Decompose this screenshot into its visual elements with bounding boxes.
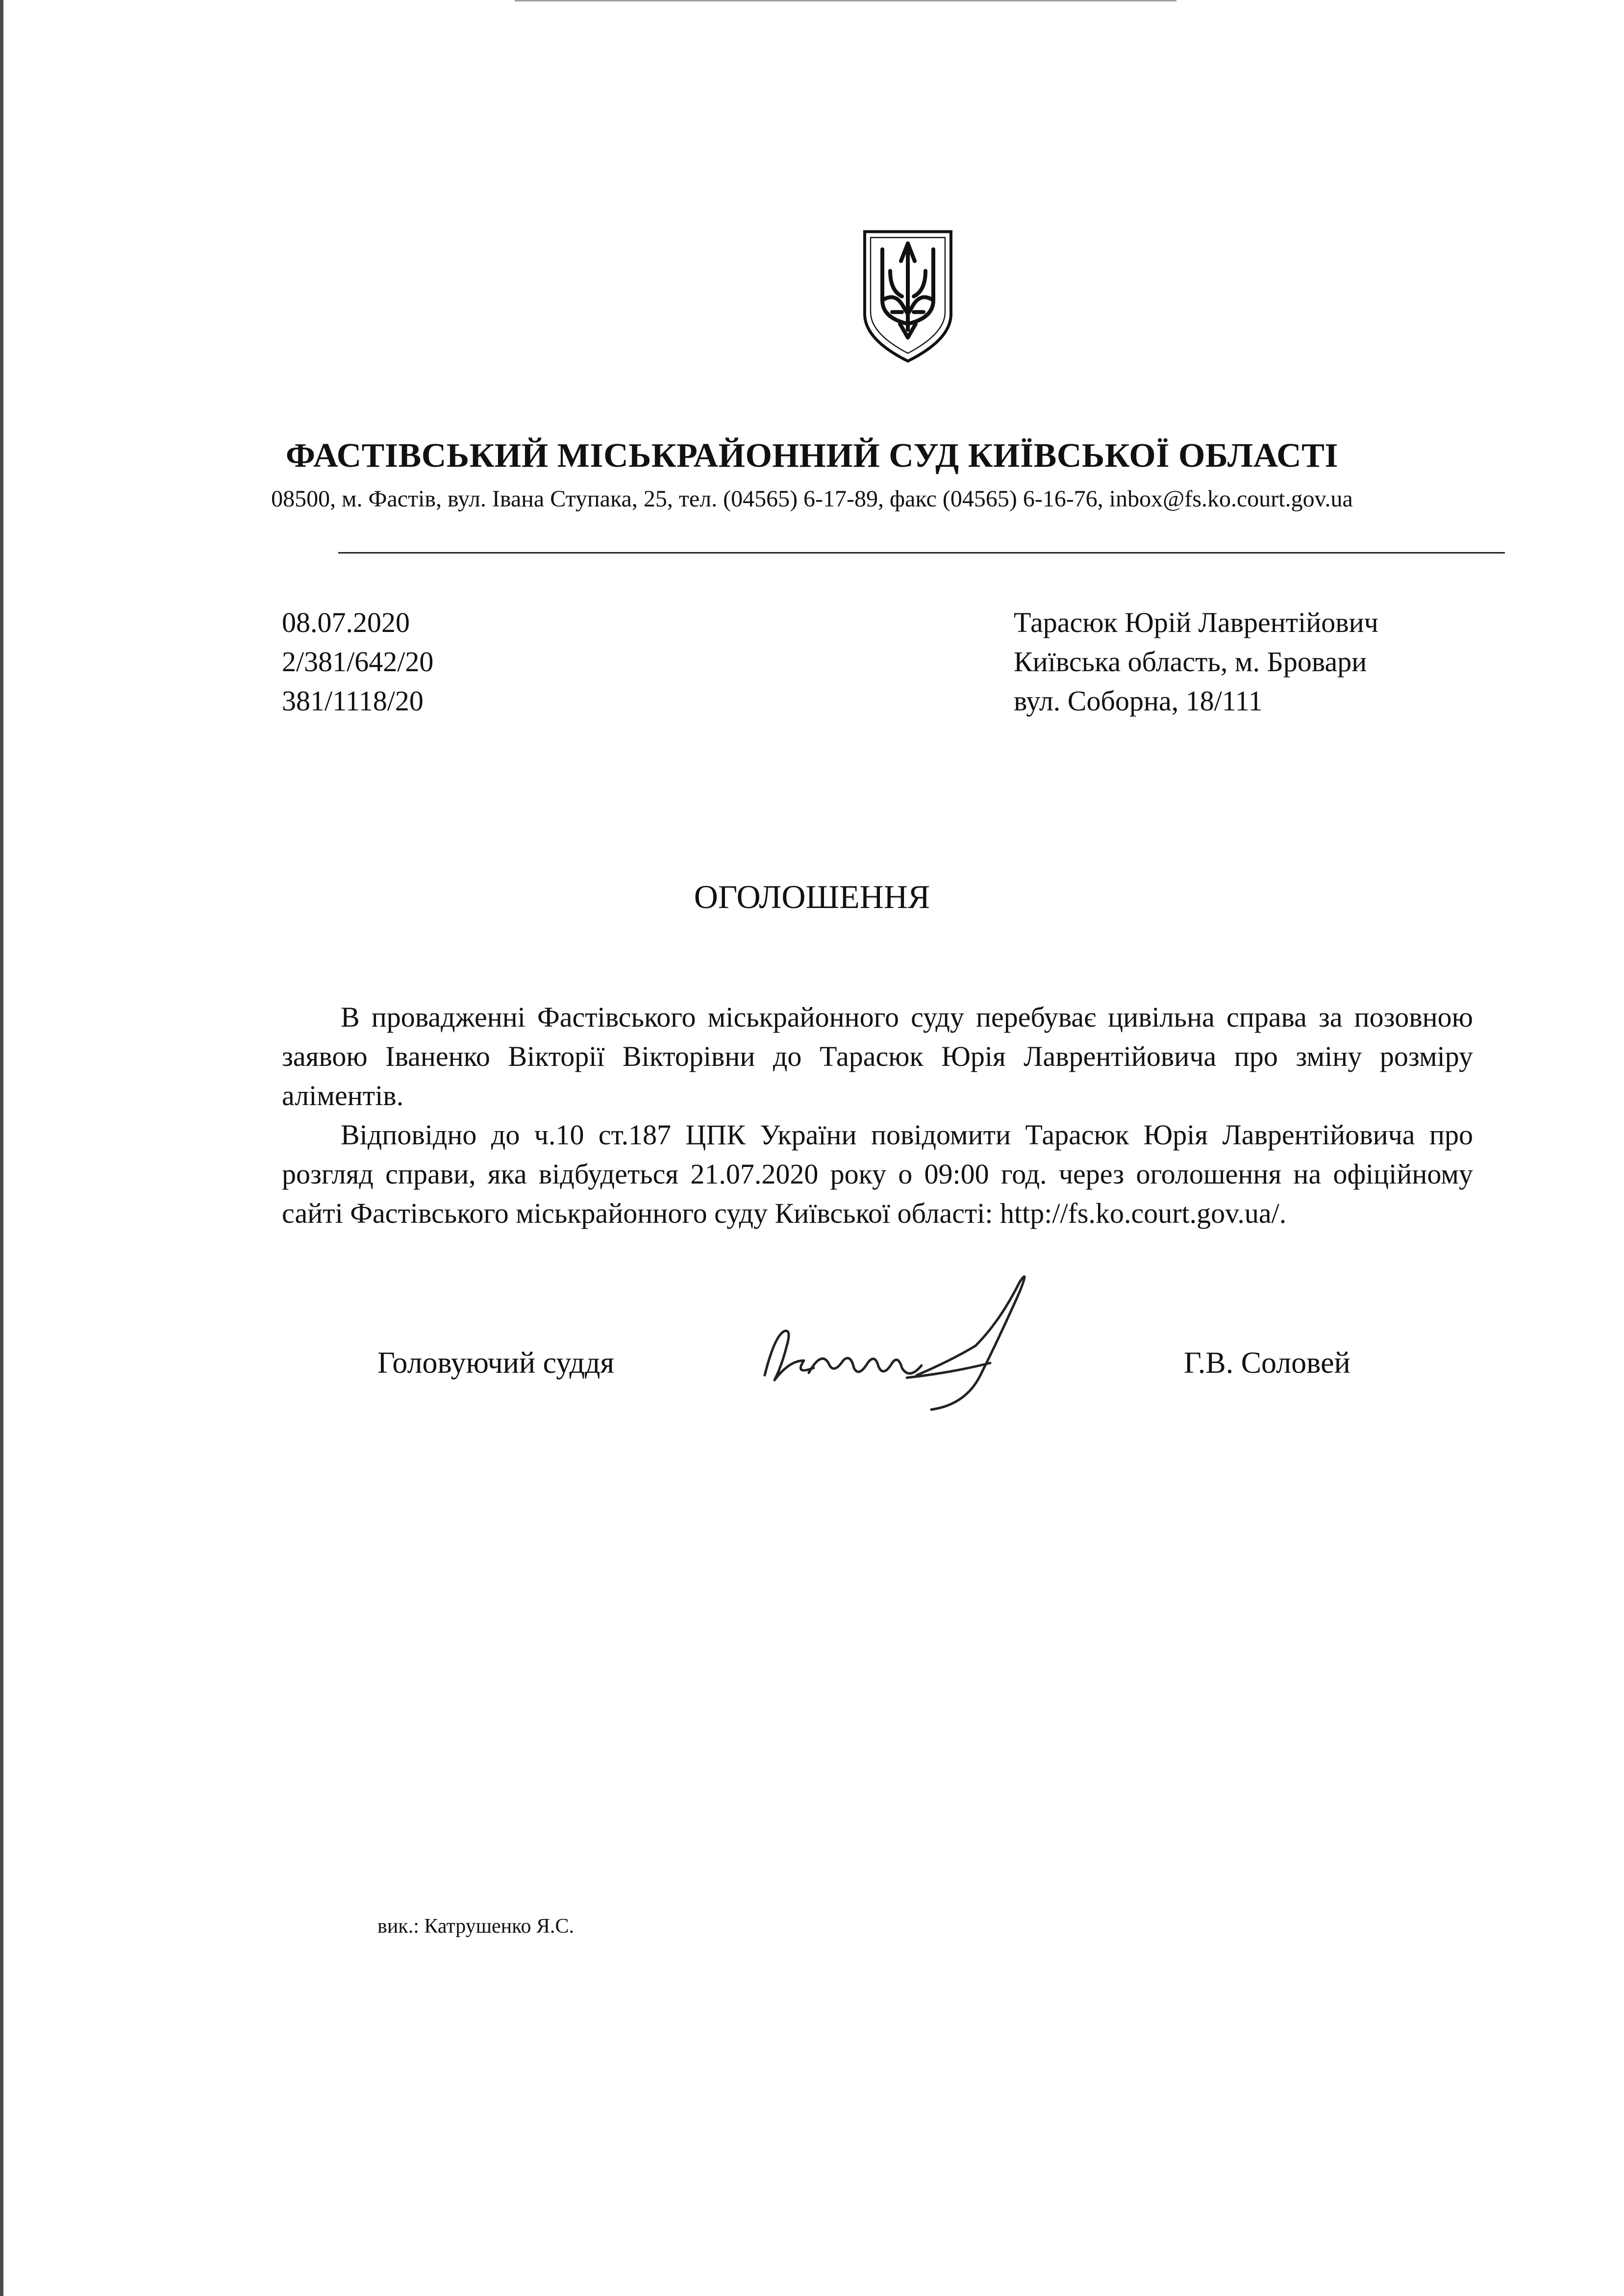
body-paragraph: Відповідно до ч.10 ст.187 ЦПК України повідомити Тарасюк Юрія Лаврентійовича про розгляд справи, яка відбудеться 21.07.2020 року о 09:00 год. через оголошення на офіційному сайті Фастівського міськрайонного суду Київської області: http://fs.ko.court.gov.ua/. — [282, 1119, 1473, 1229]
case-number: 2/381/642/20 — [282, 646, 434, 678]
recipient-block — [1014, 603, 1378, 721]
body-paragraph: В провадженні Фастівського міськрайонного суду перебуває цивільна справа за позовною заявою Іваненко Вікторії Вікторівни до Тарасюк Юрія Лаврентійовича про зміну розміру аліментів. — [282, 1001, 1473, 1111]
recipient-name: Тарасюк Юрій Лаврентійович — [1014, 606, 1378, 638]
document-meta — [282, 603, 433, 721]
scan-edge-left — [0, 0, 3, 2296]
document-title: ОГОЛОШЕННЯ — [694, 878, 930, 915]
court-address: 08500, м. Фастів, вул. Івана Ступака, 25, тел. (04565) 6-17-89, факс (04565) 6-16-76, inbox@fs.ko.court.gov.ua — [271, 486, 1353, 512]
scan-edge-top — [515, 0, 1176, 1]
document-date: 08.07.2020 — [282, 606, 410, 638]
executor-note: вик.: Катрушенко Я.С. — [377, 1915, 574, 1938]
recipient-city: Київська область, м. Бровари — [1014, 646, 1367, 678]
outgoing-number: 381/1118/20 — [282, 685, 424, 717]
signatory-role: Головуючий суддя — [377, 1346, 615, 1380]
document-body — [282, 998, 1473, 1233]
signatory-name: Г.В. Соловей — [1184, 1346, 1350, 1380]
recipient-street: вул. Соборна, 18/111 — [1014, 685, 1263, 717]
trident-emblem-icon — [859, 227, 957, 366]
header-divider — [338, 552, 1505, 554]
handwritten-signature — [745, 1262, 1049, 1419]
court-name: ФАСТІВСЬКИЙ МІСЬКРАЙОННИЙ СУД КИЇВСЬКОЇ ОБЛАСТІ — [285, 437, 1339, 475]
